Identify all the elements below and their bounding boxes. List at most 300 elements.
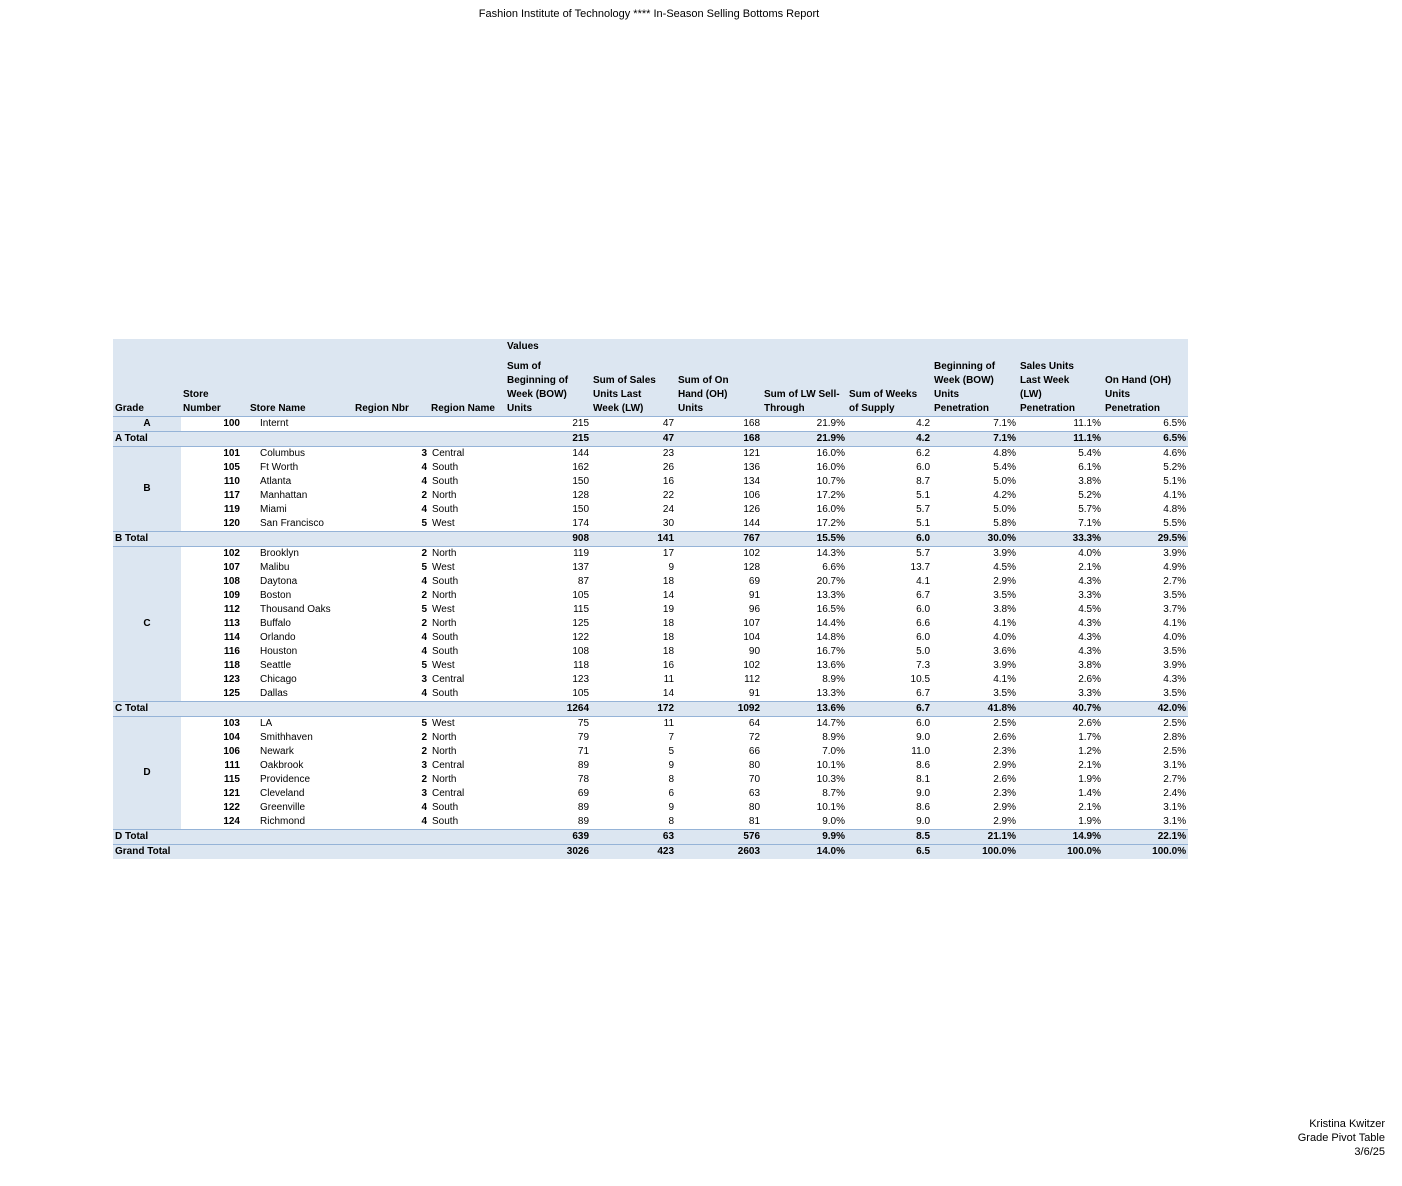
metric-cell-st: 10.1%: [816, 760, 846, 771]
metric-cell-bowp: 4.2%: [993, 490, 1017, 501]
region-nbr-cell: 4: [421, 576, 427, 587]
report-title: Fashion Institute of Technology **** In-Season Selling Bottoms Report: [478, 8, 820, 20]
table-row: [113, 461, 1188, 475]
store-name-cell: Boston: [260, 590, 292, 601]
grand-total-cell-bowp: 100.0%: [932, 845, 1018, 860]
subtotal-label: B Total: [113, 532, 505, 547]
region-name-cell: North: [432, 548, 457, 559]
metric-cell-wos: 7.3: [916, 660, 931, 671]
region-name-cell: South: [432, 462, 459, 473]
metric-cell-st: 14.4%: [816, 618, 846, 629]
store-number-cell: 121: [223, 788, 240, 799]
store-name-cell: Malibu: [260, 562, 290, 573]
metric-cell-bowp: 4.1%: [993, 674, 1017, 685]
metric-cell-bowp: 2.6%: [993, 732, 1017, 743]
metric-cell-lwp: 1.2%: [1078, 746, 1102, 757]
subtotal-cell-lwp: 33.3%: [1018, 532, 1103, 547]
metric-cell-bow: 115: [573, 604, 590, 615]
metric-cell-lw: 19: [662, 604, 675, 615]
subtotal-row: [113, 432, 1188, 447]
table-row: [113, 717, 1188, 732]
metric-cell-bowp: 2.9%: [993, 576, 1017, 587]
metric-cell-wos: 10.5: [910, 674, 931, 685]
col-header-bow-units: Sum of Beginning of Week (BOW) Units: [505, 358, 591, 417]
metric-cell-bowp: 3.6%: [993, 646, 1017, 657]
metric-cell-bow: 123: [572, 674, 590, 685]
grade-cell: C: [113, 547, 181, 702]
metric-cell-lwp: 2.6%: [1078, 718, 1102, 729]
metric-cell-wos: 6.0: [916, 632, 931, 643]
metric-cell-bowp: 2.6%: [993, 774, 1017, 785]
subtotal-cell-bow: 639: [505, 830, 591, 845]
metric-cell-ohp: 4.6%: [1163, 448, 1187, 459]
metric-cell-st: 8.9%: [822, 674, 846, 685]
subtotal-cell-wos: 8.5: [847, 830, 932, 845]
metric-cell-st: 8.9%: [822, 732, 846, 743]
store-number-cell: 119: [223, 504, 240, 515]
metric-cell-lw: 30: [662, 518, 675, 529]
metric-cell-bow: 119: [573, 548, 590, 559]
store-name-cell: Newark: [260, 746, 294, 757]
metric-cell-bow: 78: [577, 774, 590, 785]
metric-cell-st: 16.0%: [816, 448, 846, 459]
metric-cell-lw: 8: [668, 816, 675, 827]
grand-total-cell-bow: 3026: [505, 845, 591, 860]
metric-cell-bowp: 5.4%: [993, 462, 1017, 473]
subtotal-cell-lw: 172: [591, 702, 676, 717]
region-nbr-cell: 4: [421, 816, 427, 827]
region-name-cell: South: [432, 476, 459, 487]
store-number-cell: 104: [223, 732, 240, 743]
metric-cell-lwp: 4.3%: [1078, 632, 1102, 643]
subtotal-cell-st: 21.9%: [762, 432, 847, 447]
metric-cell-lw: 16: [662, 476, 675, 487]
col-header-store-name: Store Name: [248, 358, 353, 417]
metric-cell-oh: 63: [748, 788, 761, 799]
subtotal-cell-oh: 1092: [676, 702, 762, 717]
region-nbr-cell: 3: [421, 674, 427, 685]
metric-cell-lwp: 1.7%: [1078, 732, 1102, 743]
store-number-cell: 124: [223, 816, 240, 827]
metric-cell-lwp: 4.0%: [1078, 548, 1102, 559]
subtotal-cell-oh: 576: [676, 830, 762, 845]
store-number-cell: 108: [223, 576, 240, 587]
metric-cell-lwp: 2.6%: [1078, 674, 1102, 685]
store-name-cell: Miami: [260, 504, 287, 515]
region-name-cell: West: [432, 562, 455, 573]
metric-cell-lwp: 3.8%: [1078, 660, 1102, 671]
subtotal-cell-ohp: 29.5%: [1103, 532, 1188, 547]
table-row: [113, 801, 1188, 815]
region-nbr-cell: 2: [421, 548, 427, 559]
grand-total-cell-lwp: 100.0%: [1018, 845, 1103, 860]
grand-total-cell-oh: 2603: [676, 845, 762, 860]
region-nbr-cell: 4: [421, 632, 427, 643]
store-number-cell: 101: [223, 448, 240, 459]
subtotal-cell-wos: 6.0: [847, 532, 932, 547]
metric-cell-bow: 128: [572, 490, 590, 501]
metric-cell-wos: 6.6: [916, 618, 931, 629]
store-number-cell: 111: [224, 760, 240, 771]
metric-cell-ohp: 5.2%: [1163, 462, 1187, 473]
metric-cell-lw: 18: [662, 646, 675, 657]
store-number-cell: 117: [223, 490, 240, 501]
footer-date: 3/6/25: [1354, 1146, 1385, 1158]
region-name-cell: South: [432, 816, 459, 827]
store-name-cell: Columbus: [260, 448, 306, 459]
metric-cell-bowp: 7.1%: [993, 418, 1017, 429]
metric-cell-oh: 81: [748, 816, 761, 827]
metric-cell-bowp: 3.9%: [993, 660, 1017, 671]
metric-cell-lw: 47: [662, 418, 675, 429]
metric-cell-lwp: 7.1%: [1078, 518, 1102, 529]
store-name-cell: Thousand Oaks: [260, 604, 331, 615]
metric-cell-lwp: 5.4%: [1078, 448, 1102, 459]
metric-cell-bowp: 5.0%: [993, 504, 1017, 515]
col-header-lw-penetration: Sales Units Last Week (LW) Penetration: [1018, 358, 1103, 417]
metric-cell-st: 13.3%: [816, 590, 846, 601]
metric-cell-st: 8.7%: [822, 788, 846, 799]
metric-cell-lw: 18: [662, 632, 675, 643]
subtotal-cell-st: 9.9%: [762, 830, 847, 845]
metric-cell-bow: 89: [577, 760, 590, 771]
metric-cell-ohp: 4.1%: [1163, 618, 1187, 629]
store-name-cell: Buffalo: [260, 618, 291, 629]
grade-cell: A: [113, 417, 181, 432]
grand-total-row: [113, 845, 1188, 860]
subtotal-cell-ohp: 42.0%: [1103, 702, 1188, 717]
metric-cell-bow: 89: [577, 816, 590, 827]
metric-cell-lw: 9: [668, 802, 675, 813]
store-number-cell: 116: [223, 646, 240, 657]
metric-cell-lw: 17: [662, 548, 675, 559]
store-number-cell: 123: [223, 674, 240, 685]
metric-cell-lwp: 1.9%: [1078, 774, 1102, 785]
table-row: [113, 617, 1188, 631]
metric-cell-st: 10.3%: [816, 774, 846, 785]
subtotal-cell-bowp: 21.1%: [932, 830, 1018, 845]
subtotal-cell-lw: 141: [591, 532, 676, 547]
region-nbr-cell: 5: [421, 660, 427, 671]
region-name-cell: Central: [432, 760, 465, 771]
metric-cell-oh: 91: [748, 590, 761, 601]
region-nbr-cell: 2: [421, 774, 427, 785]
subtotal-row: [113, 532, 1188, 547]
col-header-region-nbr: Region Nbr: [353, 358, 429, 417]
store-number-cell: 106: [223, 746, 240, 757]
metric-cell-lw: 5: [668, 746, 675, 757]
metric-cell-oh: 80: [748, 760, 761, 771]
region-nbr-cell: 2: [421, 732, 427, 743]
region-nbr-cell: 4: [421, 462, 427, 473]
metric-cell-lw: 11: [663, 674, 675, 685]
region-name-cell: North: [432, 774, 457, 785]
metric-cell-st: 14.7%: [816, 718, 846, 729]
metric-cell-lwp: 2.1%: [1078, 760, 1102, 771]
metric-cell-st: 16.5%: [816, 604, 846, 615]
store-number-cell: 102: [223, 548, 240, 559]
metric-cell-bowp: 3.9%: [993, 548, 1017, 559]
metric-cell-st: 20.7%: [816, 576, 846, 587]
store-name-cell: Smithhaven: [260, 732, 313, 743]
metric-cell-oh: 102: [743, 548, 761, 559]
region-name-cell: South: [432, 802, 459, 813]
metric-cell-lw: 18: [662, 618, 675, 629]
region-nbr-cell: 2: [421, 590, 427, 601]
metric-cell-lwp: 5.2%: [1078, 490, 1102, 501]
store-name-cell: Daytona: [260, 576, 298, 587]
region-nbr-cell: 4: [421, 646, 427, 657]
region-name-cell: South: [432, 646, 459, 657]
col-header-oh-penetration: On Hand (OH) Units Penetration: [1103, 358, 1188, 417]
metric-cell-ohp: 2.7%: [1163, 774, 1187, 785]
subtotal-cell-bow: 908: [505, 532, 591, 547]
subtotal-cell-st: 13.6%: [762, 702, 847, 717]
store-number-cell: 105: [223, 462, 240, 473]
metric-cell-lw: 9: [668, 562, 675, 573]
subtotal-cell-bowp: 7.1%: [932, 432, 1018, 447]
values-label: Values: [505, 339, 1188, 358]
metric-cell-bowp: 2.5%: [993, 718, 1017, 729]
metric-cell-oh: 102: [743, 660, 761, 671]
region-name-cell: Central: [432, 788, 465, 799]
metric-cell-st: 10.1%: [816, 802, 846, 813]
metric-cell-st: 13.6%: [816, 660, 846, 671]
metric-cell-st: 17.2%: [816, 490, 846, 501]
store-number-cell: 110: [223, 476, 240, 487]
metric-cell-bow: 137: [572, 562, 590, 573]
metric-cell-bow: 144: [572, 448, 590, 459]
region-name-cell: West: [432, 604, 455, 615]
metric-cell-bow: 122: [572, 632, 590, 643]
table-row: [113, 631, 1188, 645]
footer-sheet-name: Grade Pivot Table: [1297, 1132, 1385, 1144]
grand-total-cell-lw: 423: [591, 845, 676, 860]
table-row: [113, 561, 1188, 575]
region-nbr-cell: 3: [421, 788, 427, 799]
region-nbr-cell: 2: [421, 490, 427, 501]
col-header-oh-units: Sum of On Hand (OH) Units: [676, 358, 762, 417]
metric-cell-ohp: 2.5%: [1163, 746, 1187, 757]
metric-cell-lwp: 2.1%: [1078, 802, 1102, 813]
col-header-sell-through: Sum of LW Sell- Through: [762, 358, 847, 417]
metric-cell-bowp: 2.9%: [993, 802, 1017, 813]
metric-cell-bowp: 2.9%: [993, 816, 1017, 827]
subtotal-cell-lw: 47: [591, 432, 676, 447]
subtotal-label: A Total: [113, 432, 505, 447]
metric-cell-st: 16.7%: [816, 646, 846, 657]
grand-total-label: Grand Total: [113, 845, 505, 860]
table-row: [113, 503, 1188, 517]
store-name-cell: Houston: [260, 646, 298, 657]
metric-cell-ohp: 5.1%: [1163, 476, 1187, 487]
store-name-cell: Orlando: [260, 632, 296, 643]
metric-cell-wos: 6.7: [916, 688, 931, 699]
metric-cell-lwp: 4.3%: [1078, 576, 1102, 587]
region-nbr-cell: 5: [421, 562, 427, 573]
metric-cell-st: 13.3%: [816, 688, 846, 699]
metric-cell-lw: 16: [662, 660, 675, 671]
store-name-cell: Richmond: [260, 816, 306, 827]
subtotal-cell-bow: 215: [505, 432, 591, 447]
metric-cell-oh: 136: [743, 462, 761, 473]
metric-cell-ohp: 2.5%: [1163, 718, 1187, 729]
col-header-lw-sales: Sum of Sales Units Last Week (LW): [591, 358, 676, 417]
metric-cell-st: 14.8%: [816, 632, 846, 643]
col-header-grade: Grade: [113, 358, 181, 417]
metric-cell-lw: 23: [662, 448, 675, 459]
store-name-cell: Dallas: [260, 688, 288, 699]
metric-cell-oh: 91: [748, 688, 761, 699]
pivot-body: [113, 417, 1188, 860]
metric-cell-bow: 150: [572, 476, 590, 487]
metric-cell-ohp: 3.7%: [1163, 604, 1187, 615]
metric-cell-lwp: 4.5%: [1078, 604, 1102, 615]
metric-cell-bow: 105: [572, 688, 590, 699]
subtotal-label: C Total: [113, 702, 505, 717]
metric-cell-bow: 108: [572, 646, 590, 657]
table-row: [113, 417, 1188, 432]
table-row: [113, 547, 1188, 562]
metric-cell-bowp: 4.5%: [993, 562, 1017, 573]
metric-cell-ohp: 4.3%: [1163, 674, 1187, 685]
region-nbr-cell: [353, 417, 429, 432]
region-nbr-cell: 5: [421, 718, 427, 729]
region-nbr-cell: 2: [421, 618, 427, 629]
metric-cell-bow: 162: [572, 462, 590, 473]
region-name-cell: North: [432, 490, 457, 501]
subtotal-cell-bowp: 30.0%: [932, 532, 1018, 547]
metric-cell-lwp: 6.1%: [1078, 462, 1102, 473]
store-name-cell: Chicago: [260, 674, 297, 685]
subtotal-cell-ohp: 6.5%: [1103, 432, 1188, 447]
table-row: [113, 731, 1188, 745]
table-row: [113, 447, 1188, 462]
metric-cell-lwp: 4.3%: [1078, 618, 1102, 629]
metric-cell-bowp: 3.5%: [993, 688, 1017, 699]
region-nbr-cell: 4: [421, 688, 427, 699]
region-nbr-cell: 4: [421, 802, 427, 813]
subtotal-cell-wos: 6.7: [847, 702, 932, 717]
metric-cell-oh: 90: [748, 646, 761, 657]
region-name-cell: [429, 417, 505, 432]
metric-cell-wos: 5.0: [916, 646, 931, 657]
metric-cell-lwp: 3.3%: [1078, 688, 1102, 699]
table-row: [113, 489, 1188, 503]
metric-cell-lwp: 1.4%: [1078, 788, 1102, 799]
metric-cell-wos: 4.1: [916, 576, 931, 587]
metric-cell-bow: 89: [577, 802, 590, 813]
metric-cell-lw: 26: [662, 462, 675, 473]
metric-cell-ohp: 2.4%: [1163, 788, 1187, 799]
metric-cell-lw: 14: [662, 688, 675, 699]
store-name-cell: Oakbrook: [260, 760, 304, 771]
table-row: [113, 603, 1188, 617]
metric-cell-wos: 6.0: [916, 604, 931, 615]
region-name-cell: West: [432, 518, 455, 529]
metric-cell-st: 17.2%: [816, 518, 846, 529]
subtotal-cell-bowp: 41.8%: [932, 702, 1018, 717]
region-nbr-cell: 5: [421, 604, 427, 615]
metric-cell-bowp: 4.0%: [993, 632, 1017, 643]
subtotal-cell-lwp: 14.9%: [1018, 830, 1103, 845]
metric-cell-lw: 7: [668, 732, 675, 743]
metric-cell-bowp: 4.1%: [993, 618, 1017, 629]
store-number-cell: 100: [223, 418, 240, 429]
region-name-cell: North: [432, 618, 457, 629]
metric-cell-oh: 126: [743, 504, 761, 515]
metric-cell-ohp: 3.1%: [1163, 802, 1187, 813]
metric-cell-bowp: 2.3%: [993, 746, 1017, 757]
metric-cell-bow: 69: [577, 788, 590, 799]
metric-cell-ohp: 4.8%: [1163, 504, 1187, 515]
metric-cell-lwp: 11.1%: [1073, 418, 1102, 429]
region-name-cell: Central: [432, 674, 465, 685]
store-number-cell: 120: [223, 518, 240, 529]
store-name-cell: Providence: [260, 774, 311, 785]
col-header-region-name: Region Name: [429, 358, 505, 417]
metric-cell-st: 16.0%: [816, 504, 846, 515]
table-row: [113, 787, 1188, 801]
col-header-store-number: Store Number: [181, 358, 248, 417]
metric-cell-bowp: 2.9%: [993, 760, 1017, 771]
subtotal-cell-lwp: 11.1%: [1018, 432, 1103, 447]
metric-cell-st: 16.0%: [816, 462, 846, 473]
subtotal-label: D Total: [113, 830, 505, 845]
metric-cell-oh: 96: [748, 604, 761, 615]
metric-cell-oh: 69: [748, 576, 761, 587]
subtotal-cell-bow: 1264: [505, 702, 591, 717]
table-row: [113, 815, 1188, 830]
metric-cell-lw: 24: [662, 504, 675, 515]
metric-cell-wos: 8.7: [916, 476, 931, 487]
table-row: [113, 673, 1188, 687]
subtotal-cell-lwp: 40.7%: [1018, 702, 1103, 717]
metric-cell-bow: 71: [577, 746, 590, 757]
metric-cell-ohp: 4.9%: [1163, 562, 1187, 573]
col-header-bow-penetration: Beginning of Week (BOW) Units Penetration: [932, 358, 1018, 417]
metric-cell-ohp: 2.7%: [1163, 576, 1187, 587]
metric-cell-ohp: 4.0%: [1163, 632, 1187, 643]
metric-cell-bowp: 5.8%: [993, 518, 1017, 529]
table-row: [113, 659, 1188, 673]
metric-cell-ohp: 3.1%: [1163, 816, 1187, 827]
table-row: [113, 645, 1188, 659]
metric-cell-bowp: 5.0%: [993, 476, 1017, 487]
region-name-cell: South: [432, 632, 459, 643]
metric-cell-lw: 22: [662, 490, 675, 501]
metric-cell-wos: 9.0: [916, 788, 931, 799]
metric-cell-lw: 11: [663, 718, 675, 729]
metric-cell-ohp: 2.8%: [1163, 732, 1187, 743]
metric-cell-oh: 72: [748, 732, 761, 743]
metric-cell-lwp: 2.1%: [1078, 562, 1102, 573]
metric-cell-lw: 14: [662, 590, 675, 601]
metric-cell-bow: 118: [573, 660, 590, 671]
metric-cell-ohp: 3.9%: [1163, 660, 1187, 671]
metric-cell-oh: 144: [743, 518, 761, 529]
store-number-cell: 125: [223, 688, 240, 699]
pivot-table: [113, 339, 1188, 859]
region-name-cell: North: [432, 746, 457, 757]
metric-cell-bow: 87: [577, 576, 590, 587]
metric-cell-oh: 70: [748, 774, 761, 785]
subtotal-cell-oh: 168: [676, 432, 762, 447]
metric-cell-bow: 174: [572, 518, 590, 529]
region-nbr-cell: 3: [421, 760, 427, 771]
metric-cell-lw: 6: [668, 788, 675, 799]
region-nbr-cell: 3: [421, 448, 427, 459]
